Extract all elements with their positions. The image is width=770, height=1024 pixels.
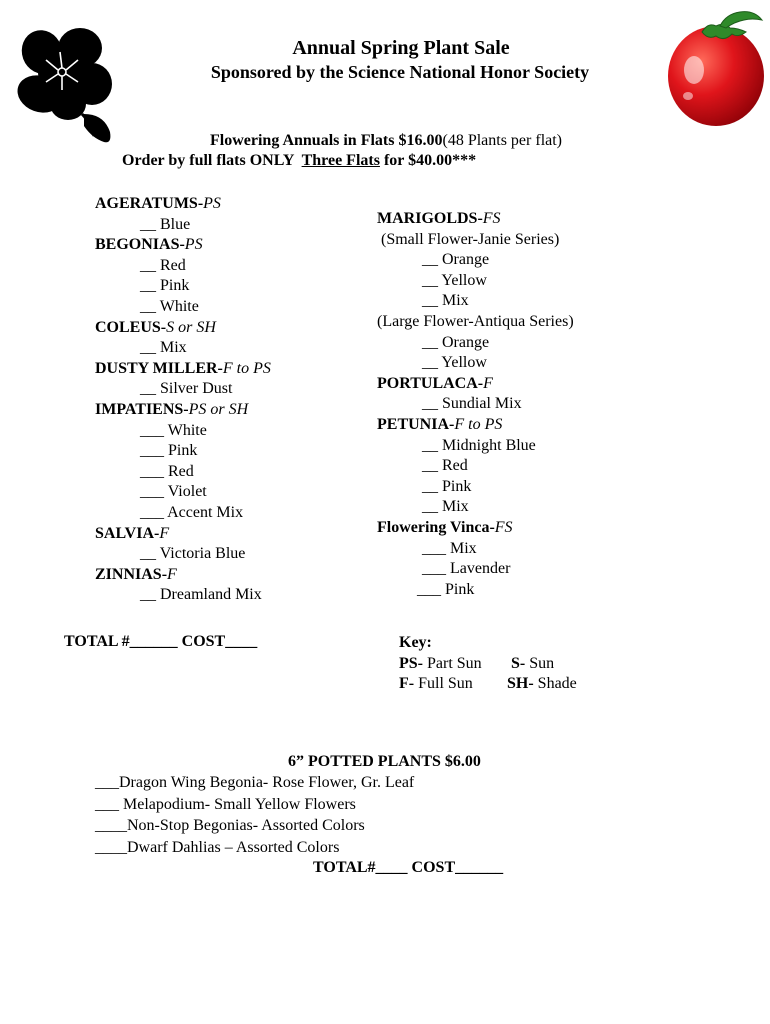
plant-option: __ Silver Dust: [140, 380, 233, 398]
plant-option: __ Yellow: [422, 354, 487, 372]
plant-option: __ Orange: [422, 333, 490, 351]
plant-option: __ Victoria Blue: [140, 545, 246, 563]
key-title: Key:: [399, 634, 432, 651]
plant-option: ___ Lavender: [422, 560, 511, 578]
plant-option: __ Pink: [422, 477, 472, 495]
key-row: PS- Part Sun S- Sun: [399, 654, 555, 672]
plant-heading-coleus: COLEUS-S or SH: [95, 318, 216, 336]
plant-option: ___ Pink: [417, 580, 475, 598]
right-plant-column: [377, 209, 574, 600]
potted-total-line: TOTAL#____ COST______: [313, 859, 504, 876]
flats-price-line: [210, 133, 562, 149]
plant-option: __ Mix: [422, 498, 469, 516]
plant-heading-zinnias: ZINNIAS-F: [95, 565, 177, 583]
series-label: (Small Flower-Janie Series): [381, 230, 560, 248]
plant-option: __ Yellow: [422, 271, 487, 289]
page-subtitle: Sponsored by the Science National Honor Society: [210, 62, 590, 82]
plant-heading-begonias: BEGONIAS-PS: [95, 236, 203, 254]
plant-heading-dusty-miller: DUSTY MILLER-F to PS: [95, 359, 271, 377]
plant-heading-vinca: Flowering Vinca-FS: [377, 518, 513, 536]
series-label: (Large Flower-Antiqua Series): [377, 312, 574, 330]
plant-option: __ Mix: [140, 339, 187, 357]
plant-option: __ Pink: [140, 277, 190, 295]
plant-option: __ Red: [422, 457, 468, 475]
plant-option: ___ Mix: [422, 539, 477, 557]
flats-total-line: TOTAL #______ COST____: [64, 633, 258, 650]
key-row: F- Full Sun SH- Shade: [399, 675, 577, 693]
flats-price-bold: Flowering Annuals in Flats $16.00: [210, 132, 443, 149]
plant-option: __ Midnight Blue: [422, 436, 536, 454]
potted-list: [95, 772, 414, 858]
left-plant-column: [95, 194, 271, 606]
plant-heading-portulaca: PORTULACA-F: [377, 374, 493, 392]
plant-heading-petunia: PETUNIA-F to PS: [377, 415, 503, 433]
plant-option: ___ Violet: [140, 483, 207, 501]
plant-option: ___ White: [140, 421, 207, 439]
plant-heading-salvia: SALVIA-F: [95, 524, 170, 542]
plant-heading-impatiens: IMPATIENS-PS or SH: [95, 400, 249, 418]
potted-item: ____Dwarf Dahlias – Assorted Colors: [95, 838, 340, 856]
plant-option: ___ Accent Mix: [140, 503, 244, 521]
potted-item: ___ Melapodium- Small Yellow Flowers: [95, 795, 356, 813]
plant-heading-marigolds: MARIGOLDS-FS: [377, 210, 501, 227]
flats-price-plain: (48 Plants per flat): [442, 132, 563, 149]
order-line-a: Order by full flats ONLY: [122, 152, 302, 169]
plant-option: __ Orange: [422, 251, 490, 269]
plant-option: __ Blue: [140, 215, 191, 233]
plant-option: __ Mix: [422, 292, 469, 310]
plant-heading-ageratums: AGERATUMS-PS: [95, 195, 221, 212]
plant-option: ___ Red: [140, 462, 194, 480]
plant-option: ___ Pink: [140, 442, 198, 460]
order-line-b: Three Flats: [301, 152, 380, 169]
order-line: [122, 153, 476, 169]
plant-option: __ White: [140, 297, 199, 315]
plant-option: __ Sundial Mix: [422, 395, 522, 413]
page-title: Annual Spring Plant Sale: [292, 37, 510, 59]
potted-item: ___Dragon Wing Begonia- Rose Flower, Gr. Leaf: [95, 774, 415, 791]
sun-key: [399, 633, 577, 695]
order-line-c: for $40.00***: [379, 152, 477, 169]
potted-item: ____Non-Stop Begonias- Assorted Colors: [95, 817, 365, 834]
plant-option: __ Dreamland Mix: [140, 586, 262, 604]
plant-option: __ Red: [140, 256, 186, 274]
potted-heading: 6” POTTED PLANTS $6.00: [288, 753, 481, 770]
